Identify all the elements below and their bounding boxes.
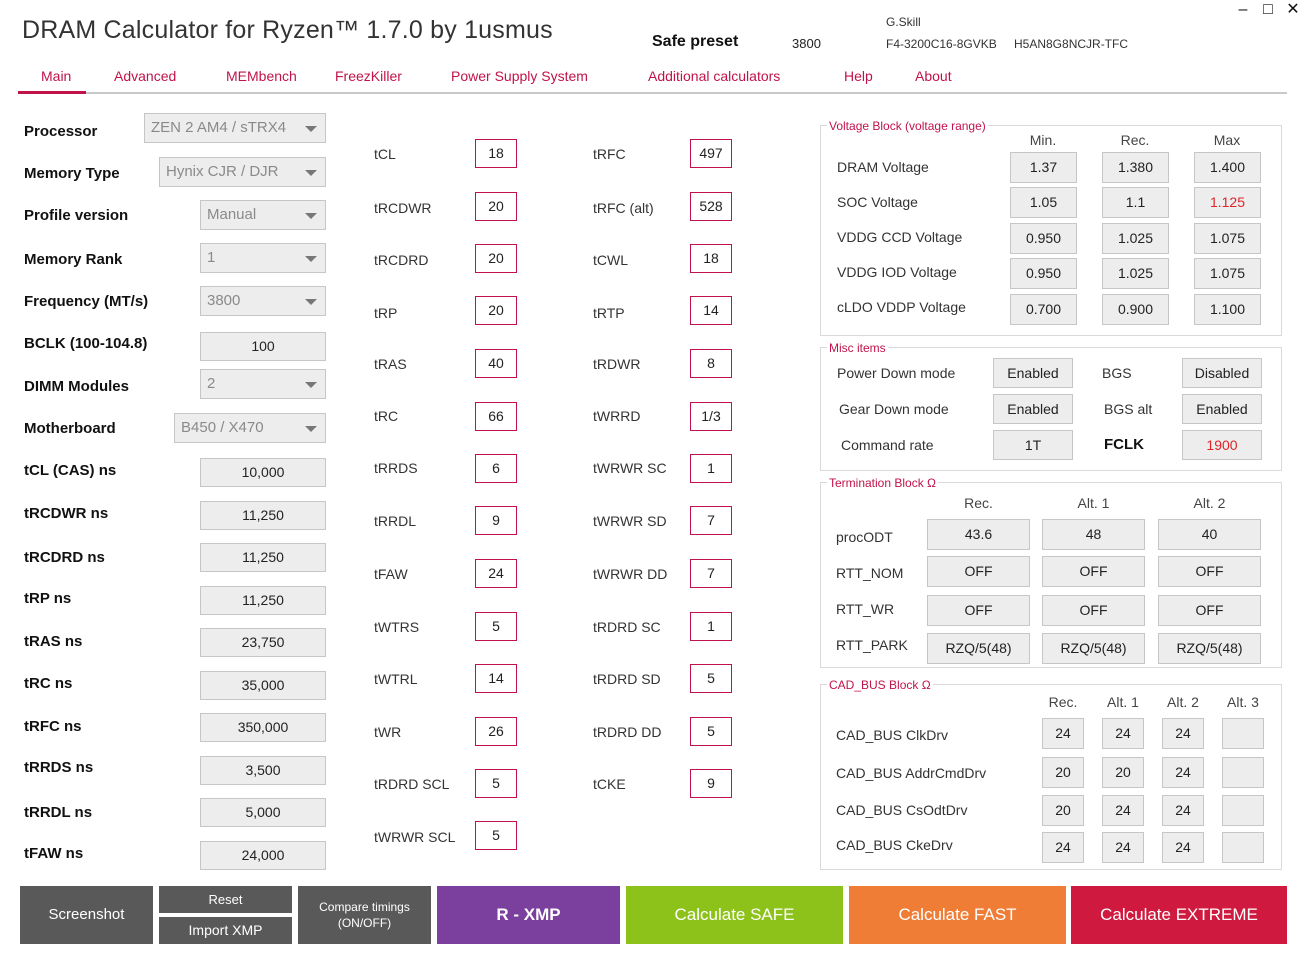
- ns-label-tfaw: tFAW ns: [24, 845, 84, 862]
- memory-chip: H5AN8G8NCJR-TFC: [1014, 37, 1129, 51]
- timing-label-trc: tRC: [374, 408, 399, 424]
- ns-label-trc: tRC ns: [24, 675, 73, 692]
- cadbus-csodtdrv-alt3: [1222, 795, 1264, 826]
- timing-value-tcke[interactable]: 9: [690, 769, 732, 798]
- timing-label-trp: tRP: [374, 305, 398, 321]
- gear-down-value: Enabled: [993, 394, 1073, 424]
- minimize-button[interactable]: –: [1238, 1, 1248, 18]
- memory-type-select[interactable]: [159, 157, 326, 187]
- tab-freezkiller[interactable]: FreezKiller: [335, 68, 402, 84]
- timing-label-trcdrd: tRCDRD: [374, 252, 429, 268]
- timing-label-tras: tRAS: [374, 356, 407, 372]
- calculate-safe-button[interactable]: Calculate SAFE: [626, 886, 843, 944]
- timing-label-tcke: tCKE: [593, 776, 626, 792]
- ns-label-trrds: tRRDS ns: [24, 759, 94, 776]
- bclk-label: BCLK (100-104.8): [24, 335, 148, 352]
- bclk-input[interactable]: 100: [200, 332, 326, 361]
- cadbus-label-csodtdrv: CAD_BUS CsOdtDrv: [836, 802, 968, 818]
- memory-rank-select[interactable]: [200, 243, 326, 273]
- voltage-cldo-vddp-rec: 0.900: [1102, 294, 1169, 325]
- compare-timings-label: Compare timings: [319, 900, 410, 914]
- termination-label-rtt-wr: RTT_WR: [836, 601, 895, 617]
- command-rate-label: Command rate: [841, 437, 934, 453]
- close-button[interactable]: ✕: [1286, 1, 1300, 18]
- timing-value-trrdl[interactable]: 9: [475, 506, 517, 535]
- ns-field-tras[interactable]: 23,750: [200, 628, 326, 657]
- voltage-label-cldo-vddp: cLDO VDDP Voltage: [837, 299, 966, 315]
- timing-value-trdwr[interactable]: 8: [690, 349, 732, 378]
- termination-rtt-wr-alt2: OFF: [1158, 595, 1261, 626]
- ns-field-tfaw[interactable]: 24,000: [200, 841, 326, 870]
- voltage-label-soc: SOC Voltage: [837, 194, 918, 210]
- bgs-value: Disabled: [1182, 358, 1262, 388]
- cadbus-addrcmddrv-alt1: 20: [1102, 757, 1144, 788]
- reset-button[interactable]: Reset: [159, 886, 292, 913]
- tab-help[interactable]: Help: [844, 68, 873, 84]
- timing-label-twrrd: tWRRD: [593, 408, 641, 424]
- frequency-value: 3800: [207, 292, 241, 309]
- voltage-vddg-iod-rec: 1.025: [1102, 258, 1169, 289]
- timing-value-twrrd[interactable]: 1/3: [690, 402, 732, 431]
- timing-label-trfc: tRFC: [593, 146, 626, 162]
- ns-label-trfc: tRFC ns: [24, 718, 82, 735]
- timing-value-tras[interactable]: 40: [475, 349, 517, 378]
- calculate-extreme-button[interactable]: Calculate EXTREME: [1071, 886, 1287, 944]
- timing-value-twr[interactable]: 26: [475, 717, 517, 746]
- import-xmp-button[interactable]: Import XMP: [159, 917, 292, 944]
- timing-label-twr: tWR: [374, 724, 402, 740]
- timing-label-trfc-alt: tRFC (alt): [593, 200, 654, 216]
- chevron-down-icon: [305, 299, 317, 305]
- processor-select[interactable]: [144, 113, 326, 143]
- termination-procodt-rec: 43.6: [927, 519, 1030, 550]
- voltage-label-vddg-iod: VDDG IOD Voltage: [837, 264, 957, 280]
- app-title: DRAM Calculator for Ryzen™ 1.7.0 by 1usmus: [22, 16, 553, 44]
- cadbus-ckedrv-alt1: 24: [1102, 832, 1144, 863]
- termination-label-rtt-nom: RTT_NOM: [836, 565, 904, 581]
- cadbus-addrcmddrv-alt3: [1222, 757, 1264, 788]
- tab-main[interactable]: Main: [41, 68, 72, 84]
- memory-rank-label: Memory Rank: [24, 251, 123, 268]
- timing-label-tcwl: tCWL: [593, 252, 628, 268]
- voltage-dram-min: 1.37: [1010, 152, 1077, 183]
- motherboard-select[interactable]: [174, 413, 326, 443]
- ns-label-trp: tRP ns: [24, 590, 72, 607]
- termination-rtt-nom-alt1: OFF: [1042, 556, 1145, 587]
- compare-timings-button[interactable]: [298, 886, 431, 944]
- tab-active-indicator: [18, 91, 86, 94]
- timing-label-twrwr-sd: tWRWR SD: [593, 513, 667, 529]
- processor-value: ZEN 2 AM4 / sTRX4: [151, 119, 287, 136]
- ns-label-trcdrd: tRCDRD ns: [24, 549, 105, 566]
- memory-type-label: Memory Type: [24, 165, 120, 182]
- ns-label-tras: tRAS ns: [24, 633, 83, 650]
- voltage-dram-rec: 1.380: [1102, 152, 1169, 183]
- ns-field-trrdl[interactable]: 5,000: [200, 798, 326, 827]
- timing-label-tcl: tCL: [374, 146, 396, 162]
- power-down-label: Power Down mode: [837, 365, 956, 381]
- termination-header-alt2: Alt. 2: [1193, 495, 1226, 511]
- ns-field-trfc[interactable]: 350,000: [200, 713, 326, 742]
- voltage-soc-rec: 1.1: [1102, 187, 1169, 218]
- timing-label-trdrd-sd: tRDRD SD: [593, 671, 661, 687]
- frequency-label: Frequency (MT/s): [24, 293, 149, 310]
- timing-value-twtrl[interactable]: 14: [475, 664, 517, 693]
- cadbus-addrcmddrv-rec: 20: [1042, 757, 1084, 788]
- chevron-down-icon: [305, 213, 317, 219]
- cadbus-ckedrv-rec: 24: [1042, 832, 1084, 863]
- tab-advanced[interactable]: Advanced: [114, 68, 177, 84]
- termination-rtt-wr-alt1: OFF: [1042, 595, 1145, 626]
- timing-label-twrwr-dd: tWRWR DD: [593, 566, 668, 582]
- timing-value-tcl[interactable]: 18: [475, 139, 517, 168]
- timing-value-trcdwr[interactable]: 20: [475, 192, 517, 221]
- timing-label-trrdl: tRRDL: [374, 513, 417, 529]
- chevron-down-icon: [305, 170, 317, 176]
- timing-value-trcdrd[interactable]: 20: [475, 244, 517, 273]
- calculate-fast-button[interactable]: Calculate FAST: [849, 886, 1066, 944]
- termination-header-rec: Rec.: [964, 495, 993, 511]
- timing-value-trc[interactable]: 66: [475, 402, 517, 431]
- voltage-header-max: Max: [1213, 132, 1241, 148]
- timing-label-tfaw: tFAW: [374, 566, 408, 582]
- cadbus-clkdrv-alt3: [1222, 718, 1264, 749]
- timing-label-twtrl: tWTRL: [374, 671, 418, 687]
- motherboard-value: B450 / X470: [181, 419, 264, 436]
- dimm-modules-select[interactable]: [200, 369, 326, 399]
- screenshot-button[interactable]: Screenshot: [20, 886, 153, 944]
- termination-procodt-alt2: 40: [1158, 519, 1261, 550]
- fclk-label: FCLK: [1104, 436, 1144, 453]
- timing-value-twrwr-sd[interactable]: 7: [690, 506, 732, 535]
- cadbus-block-title: CAD_BUS Block Ω: [829, 678, 931, 692]
- command-rate-value: 1T: [993, 430, 1073, 460]
- termination-rtt-wr-rec: OFF: [927, 595, 1030, 626]
- voltage-vddg-iod-max: 1.075: [1194, 258, 1261, 289]
- bgs-alt-label: BGS alt: [1104, 401, 1153, 417]
- chevron-down-icon: [305, 256, 317, 262]
- voltage-vddg-ccd-min: 0.950: [1010, 223, 1077, 254]
- timing-value-tcwl[interactable]: 18: [690, 244, 732, 273]
- profile-version-label: Profile version: [24, 207, 129, 224]
- timing-label-trdwr: tRDWR: [593, 356, 641, 372]
- compare-timings-sublabel: (ON/OFF): [337, 916, 392, 930]
- ns-field-trc[interactable]: 35,000: [200, 671, 326, 700]
- tab-about[interactable]: About: [915, 68, 952, 84]
- timing-value-twtrs[interactable]: 5: [475, 612, 517, 641]
- timing-value-trdrd-sd[interactable]: 5: [690, 664, 732, 693]
- bgs-label: BGS: [1102, 365, 1132, 381]
- dimm-modules-label: DIMM Modules: [24, 378, 129, 395]
- voltage-header-min: Min.: [1029, 132, 1057, 148]
- timing-label-trtp: tRTP: [593, 305, 625, 321]
- r-xmp-button[interactable]: R - XMP: [437, 886, 620, 944]
- frequency-select[interactable]: [200, 286, 326, 316]
- timing-value-trfc[interactable]: 497: [690, 139, 732, 168]
- memory-type-value: Hynix CJR / DJR: [166, 163, 279, 180]
- maximize-button[interactable]: □: [1263, 1, 1273, 18]
- voltage-soc-min: 1.05: [1010, 187, 1077, 218]
- termination-label-procodt: procODT: [836, 529, 893, 545]
- cadbus-label-clkdrv: CAD_BUS ClkDrv: [836, 727, 949, 743]
- ns-field-trcdrd[interactable]: 11,250: [200, 543, 326, 572]
- cadbus-clkdrv-alt1: 24: [1102, 718, 1144, 749]
- cadbus-clkdrv-rec: 24: [1042, 718, 1084, 749]
- ns-field-trcdwr[interactable]: 11,250: [200, 501, 326, 530]
- timing-label-trdrd-scl: tRDRD SCL: [374, 776, 450, 792]
- cadbus-csodtdrv-alt1: 24: [1102, 795, 1144, 826]
- misc-block-title: Misc items: [829, 341, 886, 355]
- processor-label: Processor: [24, 123, 98, 140]
- timing-label-trrds: tRRDS: [374, 460, 418, 476]
- timing-label-twrwr-sc: tWRWR SC: [593, 460, 667, 476]
- timing-value-tfaw[interactable]: 24: [475, 559, 517, 588]
- termination-rtt-park-rec: RZQ/5(48): [927, 633, 1030, 664]
- motherboard-label: Motherboard: [24, 420, 116, 437]
- tab-additional-calculators[interactable]: Additional calculators: [648, 68, 781, 84]
- voltage-label-vddg-ccd: VDDG CCD Voltage: [837, 229, 963, 245]
- cadbus-csodtdrv-rec: 20: [1042, 795, 1084, 826]
- timing-value-trdrd-scl[interactable]: 5: [475, 769, 517, 798]
- voltage-soc-max: 1.125: [1194, 187, 1261, 218]
- timing-value-trtp[interactable]: 14: [690, 296, 732, 325]
- timing-label-twtrs: tWTRS: [374, 619, 420, 635]
- timing-value-twrwr-sc[interactable]: 1: [690, 454, 732, 483]
- dimm-modules-value: 2: [207, 375, 216, 392]
- termination-rtt-nom-rec: OFF: [927, 556, 1030, 587]
- preset-label: Safe preset: [652, 33, 739, 50]
- ns-label-trrdl: tRRDL ns: [24, 804, 93, 821]
- cadbus-header-rec: Rec.: [1048, 694, 1078, 710]
- cadbus-clkdrv-alt2: 24: [1162, 718, 1204, 749]
- tab-divider: [18, 92, 1287, 94]
- timing-value-twrwr-dd[interactable]: 7: [690, 559, 732, 588]
- termination-rtt-nom-alt2: OFF: [1158, 556, 1261, 587]
- ns-label-trcdwr: tRCDWR ns: [24, 505, 109, 522]
- chevron-down-icon: [305, 382, 317, 388]
- gear-down-label: Gear Down mode: [839, 401, 949, 417]
- ns-field-trp[interactable]: 11,250: [200, 586, 326, 615]
- voltage-dram-max: 1.400: [1194, 152, 1261, 183]
- ns-label-tcl: tCL (CAS) ns: [24, 462, 117, 479]
- termination-procodt-alt1: 48: [1042, 519, 1145, 550]
- memory-brand: G.Skill: [886, 15, 921, 29]
- voltage-block-title: Voltage Block (voltage range): [829, 119, 986, 133]
- cadbus-header-alt1: Alt. 1: [1107, 694, 1139, 710]
- voltage-cldo-vddp-max: 1.100: [1194, 294, 1261, 325]
- ns-field-trrds[interactable]: 3,500: [200, 756, 326, 785]
- profile-version-value: Manual: [207, 206, 257, 223]
- power-down-value: Enabled: [993, 358, 1073, 388]
- timing-value-trdrd-sc[interactable]: 1: [690, 612, 732, 641]
- voltage-header-rec: Rec.: [1120, 132, 1150, 148]
- memory-part-number: F4-3200C16-8GVKB: [886, 37, 997, 51]
- chevron-down-icon: [305, 126, 317, 132]
- voltage-label-dram: DRAM Voltage: [837, 159, 929, 175]
- bgs-alt-value: Enabled: [1182, 394, 1262, 424]
- timing-value-trfc-alt[interactable]: 528: [690, 192, 732, 221]
- termination-header-alt1: Alt. 1: [1077, 495, 1110, 511]
- termination-label-rtt-park: RTT_PARK: [836, 637, 908, 653]
- cadbus-header-alt3: Alt. 3: [1227, 694, 1259, 710]
- profile-version-select[interactable]: [200, 200, 326, 230]
- termination-rtt-park-alt1: RZQ/5(48): [1042, 633, 1145, 664]
- timing-value-trrds[interactable]: 6: [475, 454, 517, 483]
- tab-power-supply-system[interactable]: Power Supply System: [451, 68, 588, 84]
- timing-label-trdrd-sc: tRDRD SC: [593, 619, 661, 635]
- timing-value-twrwr-scl[interactable]: 5: [475, 821, 517, 850]
- voltage-vddg-iod-min: 0.950: [1010, 258, 1077, 289]
- cadbus-addrcmddrv-alt2: 24: [1162, 757, 1204, 788]
- timing-label-trcdwr: tRCDWR: [374, 200, 432, 216]
- cadbus-ckedrv-alt3: [1222, 832, 1264, 863]
- memory-rank-value: 1: [207, 249, 216, 266]
- cadbus-label-ckedrv: CAD_BUS CkeDrv: [836, 837, 953, 853]
- ns-field-tcl[interactable]: 10,000: [200, 458, 326, 487]
- termination-rtt-park-alt2: RZQ/5(48): [1158, 633, 1261, 664]
- preset-value: 3800: [792, 36, 821, 51]
- fclk-value: 1900: [1182, 430, 1262, 460]
- timing-value-trdrd-dd[interactable]: 5: [690, 717, 732, 746]
- timing-value-trp[interactable]: 20: [475, 296, 517, 325]
- cadbus-label-addrcmddrv: CAD_BUS AddrCmdDrv: [836, 765, 987, 781]
- voltage-vddg-ccd-rec: 1.025: [1102, 223, 1169, 254]
- timing-label-twrwr-scl: tWRWR SCL: [374, 829, 456, 845]
- voltage-vddg-ccd-max: 1.075: [1194, 223, 1261, 254]
- cadbus-csodtdrv-alt2: 24: [1162, 795, 1204, 826]
- tab-membench[interactable]: MEMbench: [226, 68, 297, 84]
- timing-label-trdrd-dd: tRDRD DD: [593, 724, 662, 740]
- voltage-cldo-vddp-min: 0.700: [1010, 294, 1077, 325]
- cadbus-header-alt2: Alt. 2: [1167, 694, 1199, 710]
- termination-block-title: Termination Block Ω: [829, 476, 937, 490]
- chevron-down-icon: [305, 426, 317, 432]
- cadbus-ckedrv-alt2: 24: [1162, 832, 1204, 863]
